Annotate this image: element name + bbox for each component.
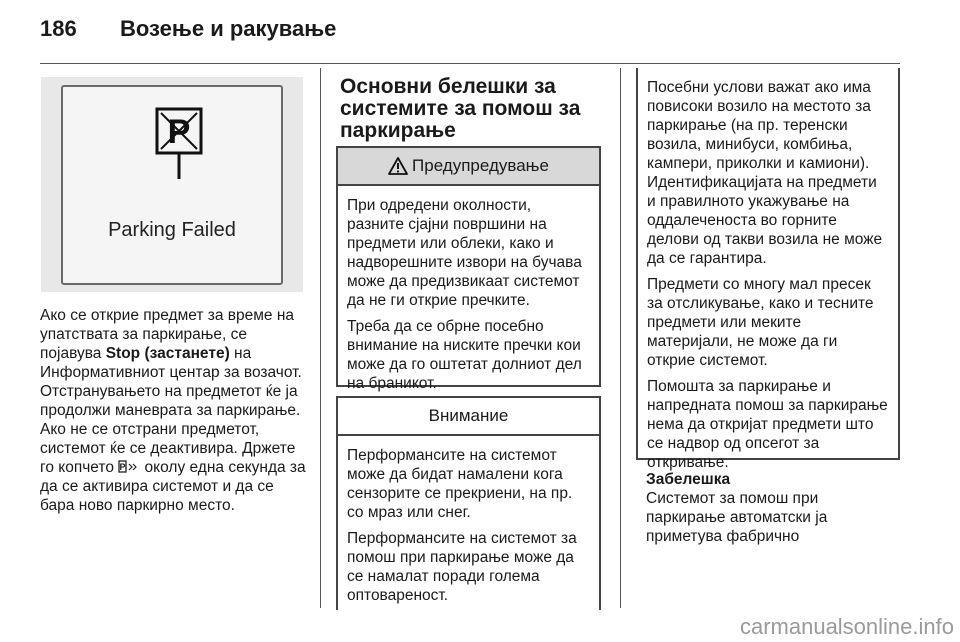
chapter-title: Возење и ракување [120, 16, 337, 41]
parking-button-icon [118, 460, 140, 474]
warning-box-body [338, 186, 599, 404]
middle-column [340, 76, 602, 142]
parking-assist-icon [149, 105, 209, 185]
warning-box-title: Предупредување [412, 156, 549, 175]
column-divider-right [620, 68, 621, 608]
warning-box [336, 146, 601, 392]
paragraph-text-2: на Информативниот центар за возачот. Отстранувањето на предметот ќе ја продолжи маневрата за паркирање. Ако не се отстрани предметот, системот ќе се деактивира. Држете го копчето [40, 345, 302, 476]
warning-triangle-icon [388, 157, 408, 175]
caution-box [336, 396, 601, 610]
header-divider [40, 63, 900, 64]
caution-box-body [338, 436, 599, 616]
warning-paragraph-2: Треба да се обрне посебно внимание на ниските пречки кои може да го оштетат долниот дел на браникот. [347, 318, 582, 392]
watermark: carmanualsonline.info [739, 614, 954, 639]
continued-caution-body [638, 68, 898, 483]
continued-caution-box [636, 68, 900, 471]
caution-box-header [338, 398, 599, 436]
stop-label: Stop (застанете) [105, 345, 230, 362]
note-section [646, 470, 896, 546]
note-text: Системот за помош при паркирање автоматски ја приметува фабрично [646, 490, 828, 545]
paragraph-text-1: Ако се открие предмет за време на упатствата за паркирање, се појавува [40, 307, 295, 362]
svg-text:P: P [167, 113, 191, 151]
caution-box-title: Внимание [428, 406, 509, 425]
right-paragraph-3: Помошта за паркирање и напредната помош за паркирање нема да откријат предмети што се надвор од опсегот за откривање. [647, 378, 888, 471]
note-title: Забелешка [646, 471, 731, 488]
left-column [40, 306, 310, 523]
display-screen [61, 85, 283, 285]
page-number: 186 [40, 16, 77, 41]
parking-failed-illustration [41, 77, 303, 292]
page-header [40, 16, 336, 52]
warning-paragraph-1: При одредени околности, разните сјајни површини на предмети или облеки, како и надворешните извори на бучава може да предизвикаат системот да не ги открие пречките. [347, 197, 582, 309]
parking-failed-text: Parking Failed [108, 219, 236, 241]
paragraph-text-3: околу една секунда за да се активира системот и да се бара ново паркирно место. [40, 459, 306, 514]
parking-failed-paragraph [40, 306, 310, 515]
column-divider-left [320, 68, 321, 608]
warning-box-header [338, 148, 599, 186]
right-paragraph-2: Предмети со многу мал пресек за отсликување, како и тесните предмети или меките материјали, не може да ги открие системот. [647, 276, 874, 369]
svg-text:P: P [119, 462, 126, 472]
right-paragraph-1: Посебни услови важат ако има повисоки возило на местото за паркирање (на пр. теренски возила, минибуси, комбиња, кампери, приколки и камиони). Идентификацијата на предмети и правилното укажување на оддалеченоста во горните делови од такви возила не може да се гарантира. [647, 79, 883, 267]
section-title: Основни белешки за системите за помош за паркирање [340, 75, 581, 142]
caution-paragraph-2: Перформансите на системот за помош при паркирање може да се намалат поради голема оптовареност. [347, 530, 577, 604]
caution-paragraph-1: Перформансите на системот може да бидат намалени кога сензорите се прекриени, на пр. со мраз или снег. [347, 447, 573, 521]
